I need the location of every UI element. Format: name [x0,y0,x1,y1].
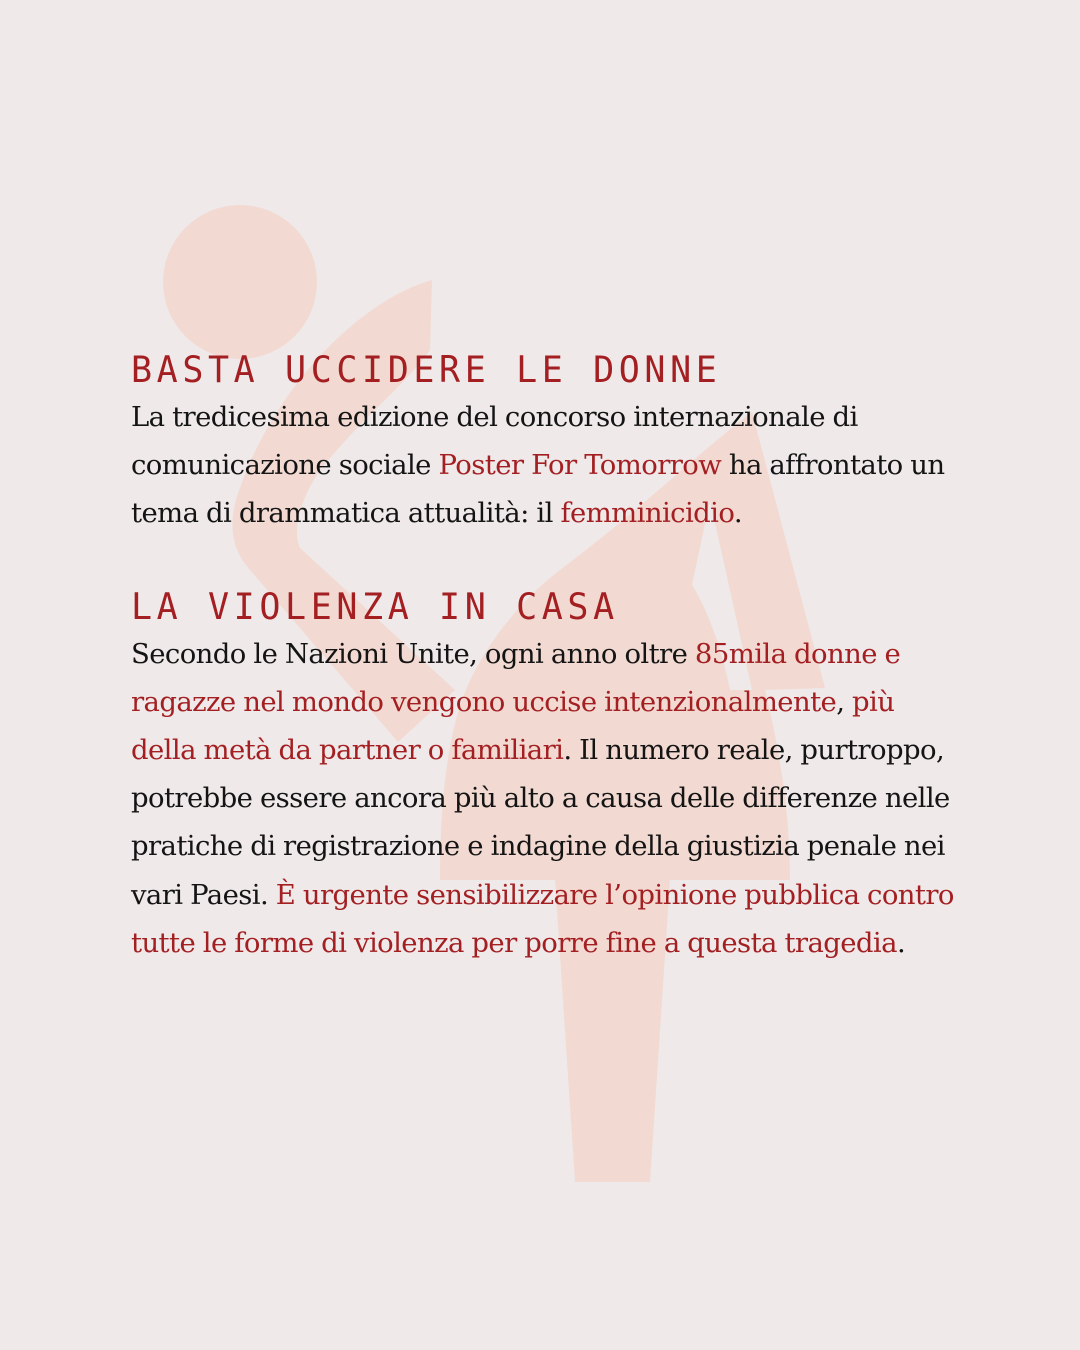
section-paragraph-concorso [131,393,961,538]
highlight-femminicidio: femminicidio [560,497,734,530]
article-content [131,345,961,967]
highlight-85mila-donne: 85mila donne e ragazze nel mondo vengono uccise intenzionalmente [131,637,901,718]
text-segment: , [836,685,852,718]
text-segment: La tredicesima edizione del concorso internazionale di comunicazione sociale [131,401,858,482]
text-segment: . Il numero reale, purtroppo, potrebbe essere ancora più alto a causa delle differenze nelle pratiche di registrazione e indagine della giustizia penale nei vari Paesi. [131,734,950,911]
section-spacer [131,538,961,582]
section-paragraph-nazioni-unite [131,630,961,967]
text-segment: . [733,497,742,530]
highlight-partner-familiari: più della metà da partner o familiari [131,685,895,767]
figure-head [163,205,317,359]
highlight-urgente-sensibilizzare: È urgente sensibilizzare l’opinione pubblica contro tutte le forme di violenza per porre fine a questa tragedia [131,878,954,959]
text-segment: . [896,926,906,959]
section-heading-violenza-in-casa: LA VIOLENZA IN CASA [131,585,619,628]
highlight-poster-for-tomorrow: Poster For Tomorrow [438,449,722,482]
text-segment: Secondo le Nazioni Unite, ogni anno oltre [131,637,695,670]
text-segment: ha affrontato un tema di drammatica attualità: il [131,449,945,530]
section-heading-basta-uccidere: BASTA UCCIDERE LE DONNE [131,349,722,392]
